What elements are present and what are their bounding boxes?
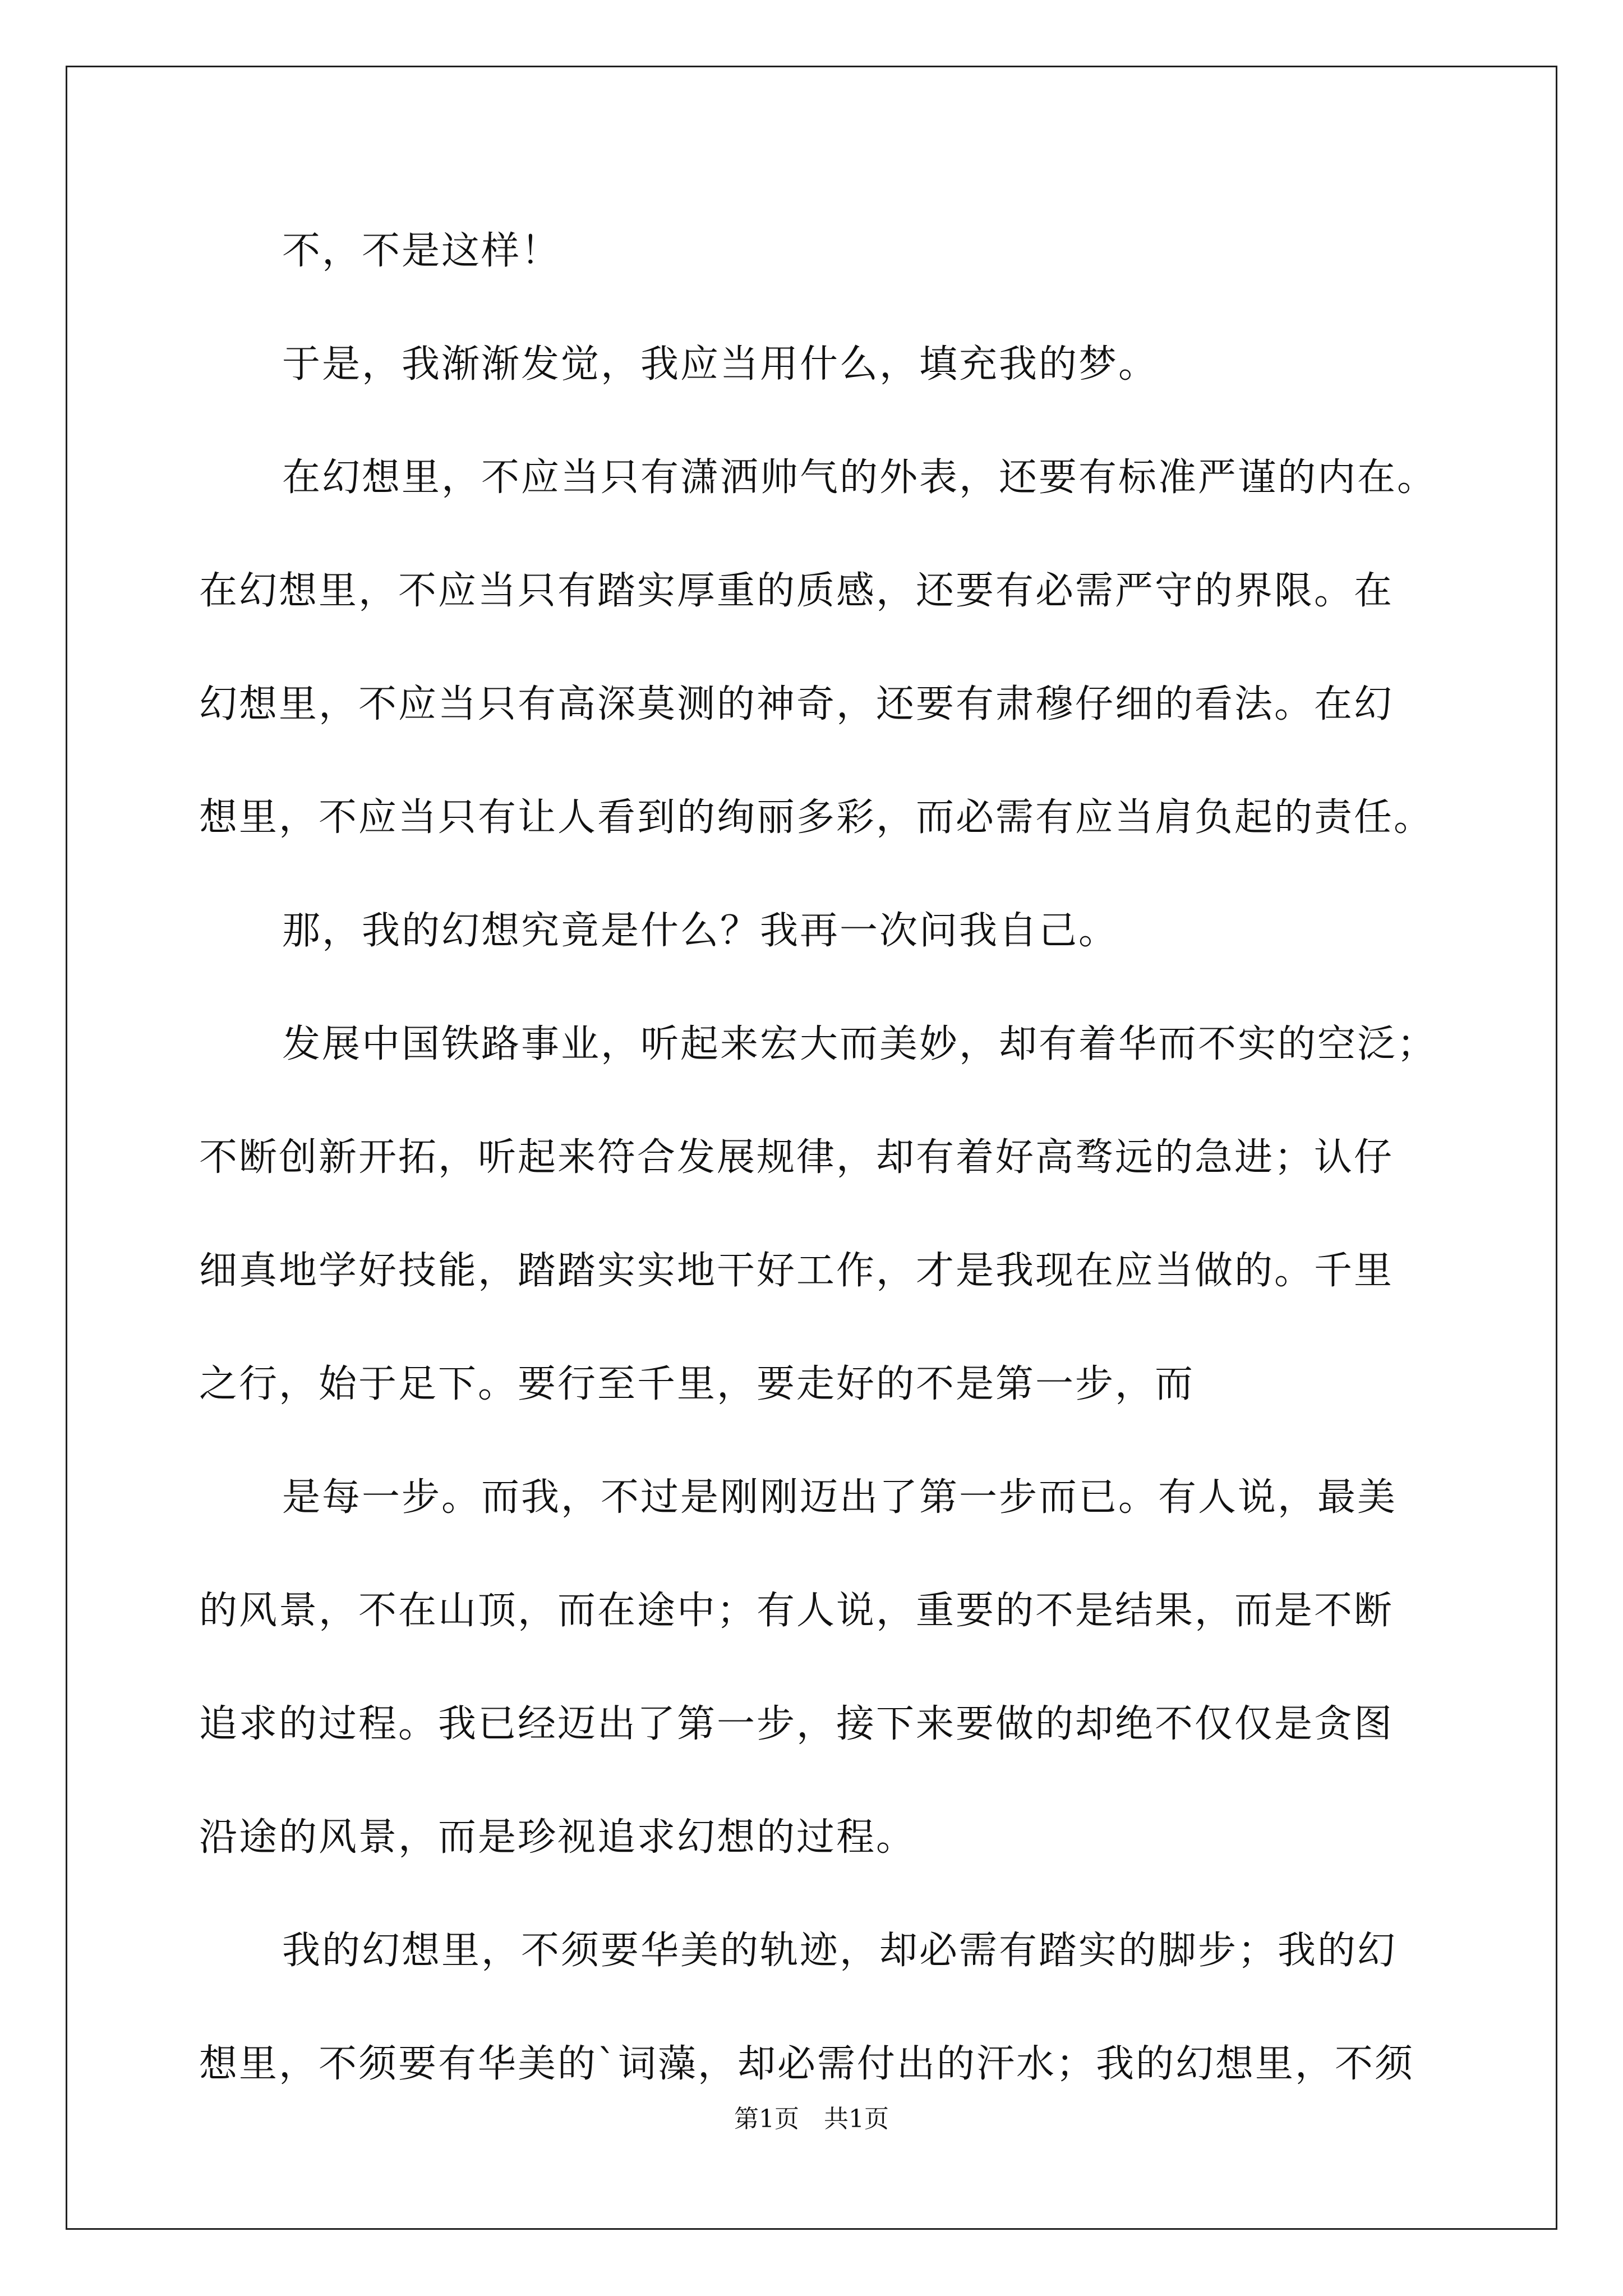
text-line: 幻想里，不应当只有高深莫测的神奇，还要有肃穆仔细的看法。在幻: [199, 682, 1394, 726]
text-line: 在幻想里，不应当只有潇洒帅气的外表，还要有标准严谨的内在。: [282, 455, 1437, 500]
text-line: 在幻想里，不应当只有踏实厚重的质感，还要有必需严守的界限。在: [199, 569, 1394, 613]
text-line: 我的幻想里，不须要华美的轨迹，却必需有踏实的脚步；我的幻: [282, 1929, 1398, 1973]
text-line: 细真地学好技能，踏踏实实地干好工作，才是我现在应当做的。千里: [199, 1249, 1394, 1293]
text-line: 的风景，不在山顶，而在途中；有人说，重要的不是结果，而是不断: [199, 1589, 1394, 1633]
text-line: 不，不是这样！: [282, 229, 561, 273]
text-line: 发展中国铁路事业，听起来宏大而美妙，却有着华而不实的空泛；: [282, 1022, 1437, 1066]
text-line: 之行，始于足下。要行至千里，要走好的不是第一步，而: [199, 1362, 1195, 1406]
text-line: 是每一步。而我，不过是刚刚迈出了第一步而已。有人说，最美: [282, 1475, 1398, 1520]
text-line: 想里，不应当只有让人看到的绚丽多彩，而必需有应当肩负起的责任。: [199, 795, 1434, 840]
text-line: 于是，我渐渐发觉，我应当用什么，填充我的梦。: [282, 342, 1159, 386]
text-line: 想里，不须要有华美的`词藻，却必需付出的汗水；我的幻想里，不须: [199, 2042, 1415, 2086]
text-line: 追求的过程。我已经迈出了第一步，接下来要做的却绝不仅仅是贪图: [199, 1702, 1394, 1746]
text-line: 沿途的风景，而是珍视追求幻想的过程。: [199, 1815, 916, 1860]
page-number-footer: 第1页 共1页: [734, 2105, 889, 2133]
text-line: 不断创新开拓，听起来符合发展规律，却有着好高骛远的急进；认仔: [199, 1135, 1394, 1180]
text-line: 那，我的幻想究竟是什么？我再一次问我自己。: [282, 909, 1119, 953]
